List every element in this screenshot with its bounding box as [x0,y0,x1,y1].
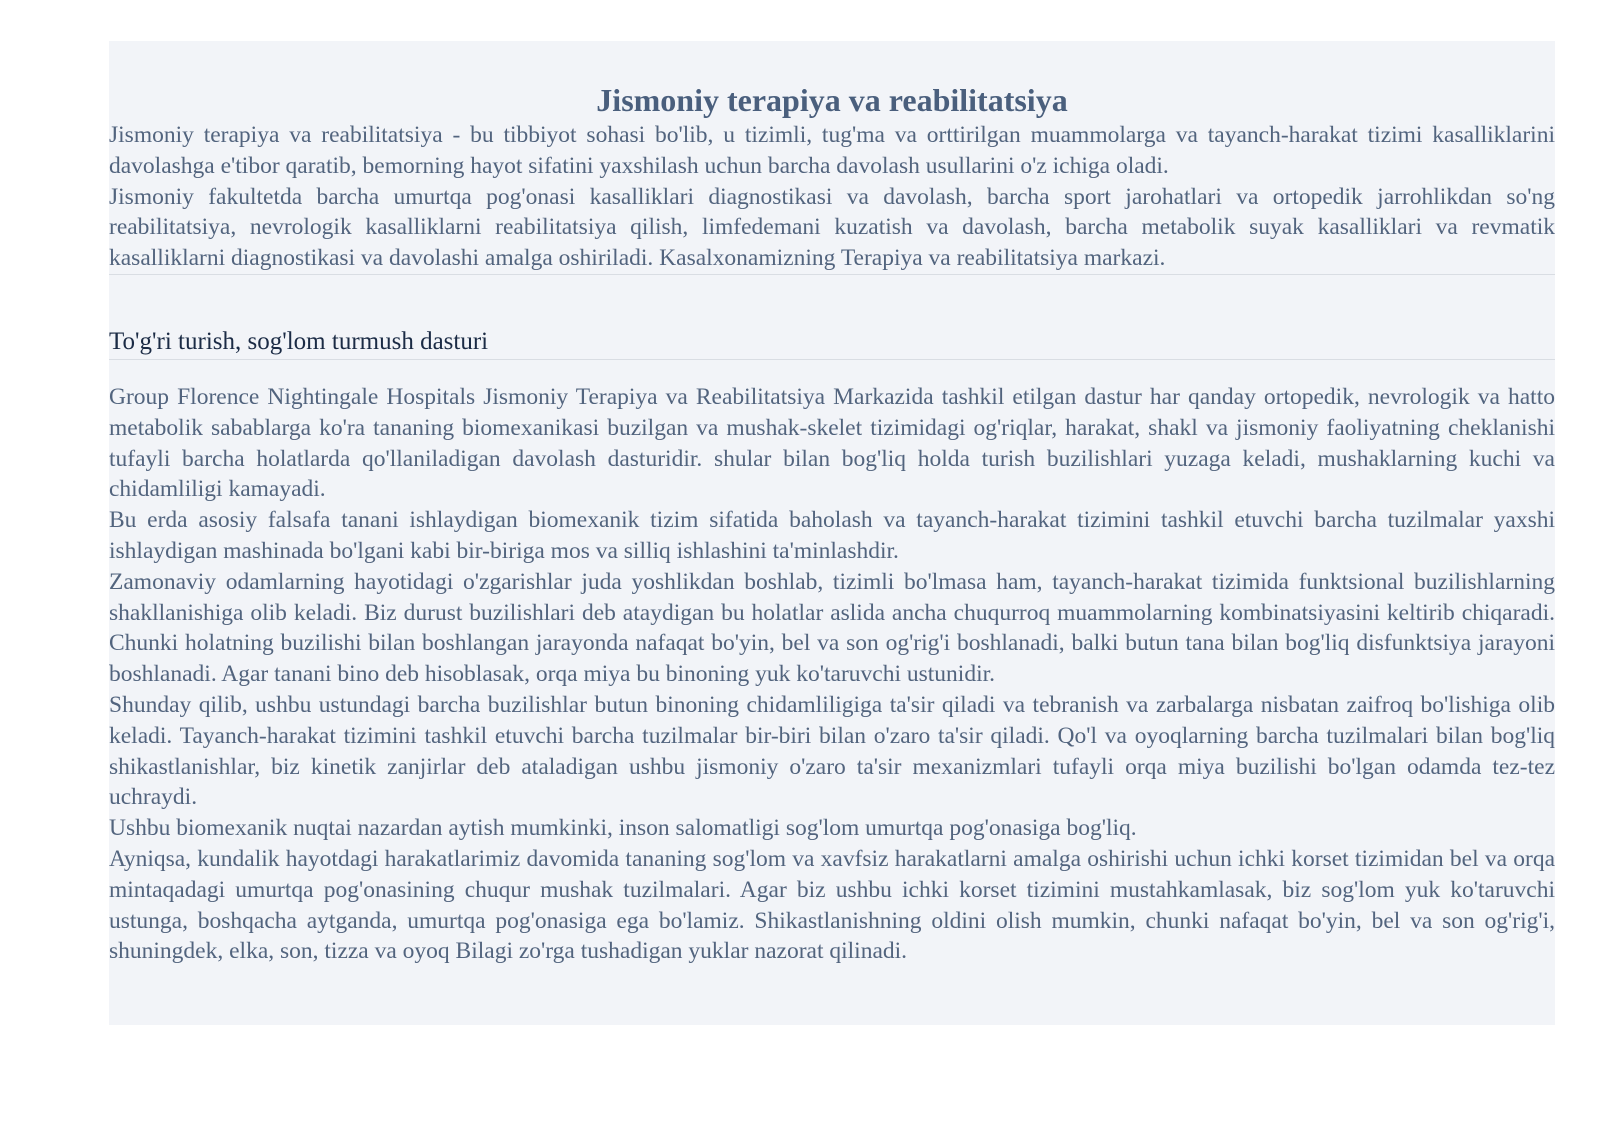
section-heading: To'g'ri turish, sog'lom turmush dasturi [109,327,489,355]
section-divider [109,359,1555,360]
section-paragraph-2: Bu erda asosiy falsafa tanani ishlaydigan biomexanik tizim sifatida baholash va tayanch-harakat tizimini tashkil etuvchi barcha tuzilmalar yaxshi ishlaydigan mashinada bo'lgani kabi bir-biriga mos va silliq ishlashini ta'minlashdir. [109,507,1555,564]
article [109,80,1555,967]
page-title: Jismoniy terapiya va reabilitatsiya [596,82,1068,118]
section-paragraph-3: Zamonaviy odamlarning hayotidagi o'zgarishlar juda yoshlikdan boshlab, tizimli bo'lmasa ham, tayanch-harakat tizimida funktsional buzilishlarning shakllanishiga olib keladi. Biz durust buzilishlari deb ataydigan bu holatlar aslida ancha chuqurroq muammolarning kombinatsiyasini keltirib chiqaradi. Chunki holatning buzilishi bilan boshlangan jarayonda nafaqat bo'yin, bel va son og'rig'i boshlanadi, balki butun tana bilan bog'liq disfunktsiya jarayoni boshlanadi. Agar tanani bino deb hisoblasak, orqa miya bu binoning yuk ko'taruvchi ustunidir. [109,568,1555,688]
section-paragraph-6: Ayniqsa, kundalik hayotdagi harakatlarimiz davomida tananing sog'lom va xavfsiz harakatlarni amalga oshirishi uchun ichki korset tizimidan bel va orqa mintaqadagi umurtqa pog'onasining chuqur mushak tuzilmalari. Agar biz ushbu ichki korset tizimini mustahkamlasak, biz sog'lom yuk ko'taruvchi ustunga, boshqacha aytganda, umurtqa pog'onasiga ega bo'lamiz. Shikastlanishning oldini olish mumkin, chunki nafaqat bo'yin, bel va son og'rig'i, shuningdek, elka, son, tizza va oyoq Bilagi zo'rga tushadigan yuklar nazorat qilinadi. [109,845,1555,965]
intro-paragraph-2: Jismoniy fakultetda barcha umurtqa pog'onasi kasalliklari diagnostikasi va davolash, barcha sport jarohatlari va ortopedik jarrohlikdan so'ng reabilitatsiya, nevrologik kasalliklarni reabilitatsiya qilish, limfedemani kuzatish va davolash, barcha metabolik suyak kasalliklari va revmatik kasalliklarni diagnostikasi va davolashi amalga oshiriladi. Kasalxonamizning Terapiya va reabilitatsiya markazi. [109,183,1555,272]
section-paragraph-4: Shunday qilib, ushbu ustundagi barcha buzilishlar butun binoning chidamliligiga ta'sir qiladi va tebranish va zarbalarga nisbatan zaifroq bo'lishiga olib keladi. Tayanch-harakat tizimini tashkil etuvchi barcha tuzilmalar bir-biri bilan o'zaro ta'sir qiladi. Qo'l va oyoqlarning barcha tuzilmalari bilan bog'liq shikastlanishlar, biz kinetik zanjirlar deb ataladigan ushbu jismoniy o'zaro ta'sir mexanizmlari tufayli orqa miya buzilishi bo'lgan odamda tez-tez uchraydi. [109,691,1555,811]
intro-paragraph-1: Jismoniy terapiya va reabilitatsiya - bu tibbiyot sohasi bo'lib, u tizimli, tug'ma va orttirilgan muammolarga va tayanch-harakat tizimi kasalliklarini davolashga e'tibor qaratib, bemorning hayot sifatini yaxshilash uchun barcha davolash usullarini o'z ichiga oladi. [109,122,1555,179]
intro-divider [109,274,1555,275]
section-paragraph-1: Group Florence Nightingale Hospitals Jismoniy Terapiya va Reabilitatsiya Markazida tashkil etilgan dastur har qanday ortopedik, nevrologik va hatto metabolik sabablarga ko'ra tananing biomexanikasi buzilgan va mushak-skelet tizimidagi og'riqlar, harakat, shakl va jismoniy faoliyatning cheklanishi tufayli barcha holatlarda qo'llaniladigan davolash dasturidir. shular bilan bog'liq holda turish buzilishlari yuzaga keladi, mushaklarning kuchi va chidamliligi kamayadi. [109,383,1555,503]
section-paragraph-5: Ushbu biomexanik nuqtai nazardan aytish mumkinki, inson salomatligi sog'lom umurtqa pog'onasiga bog'liq. [109,815,1137,842]
